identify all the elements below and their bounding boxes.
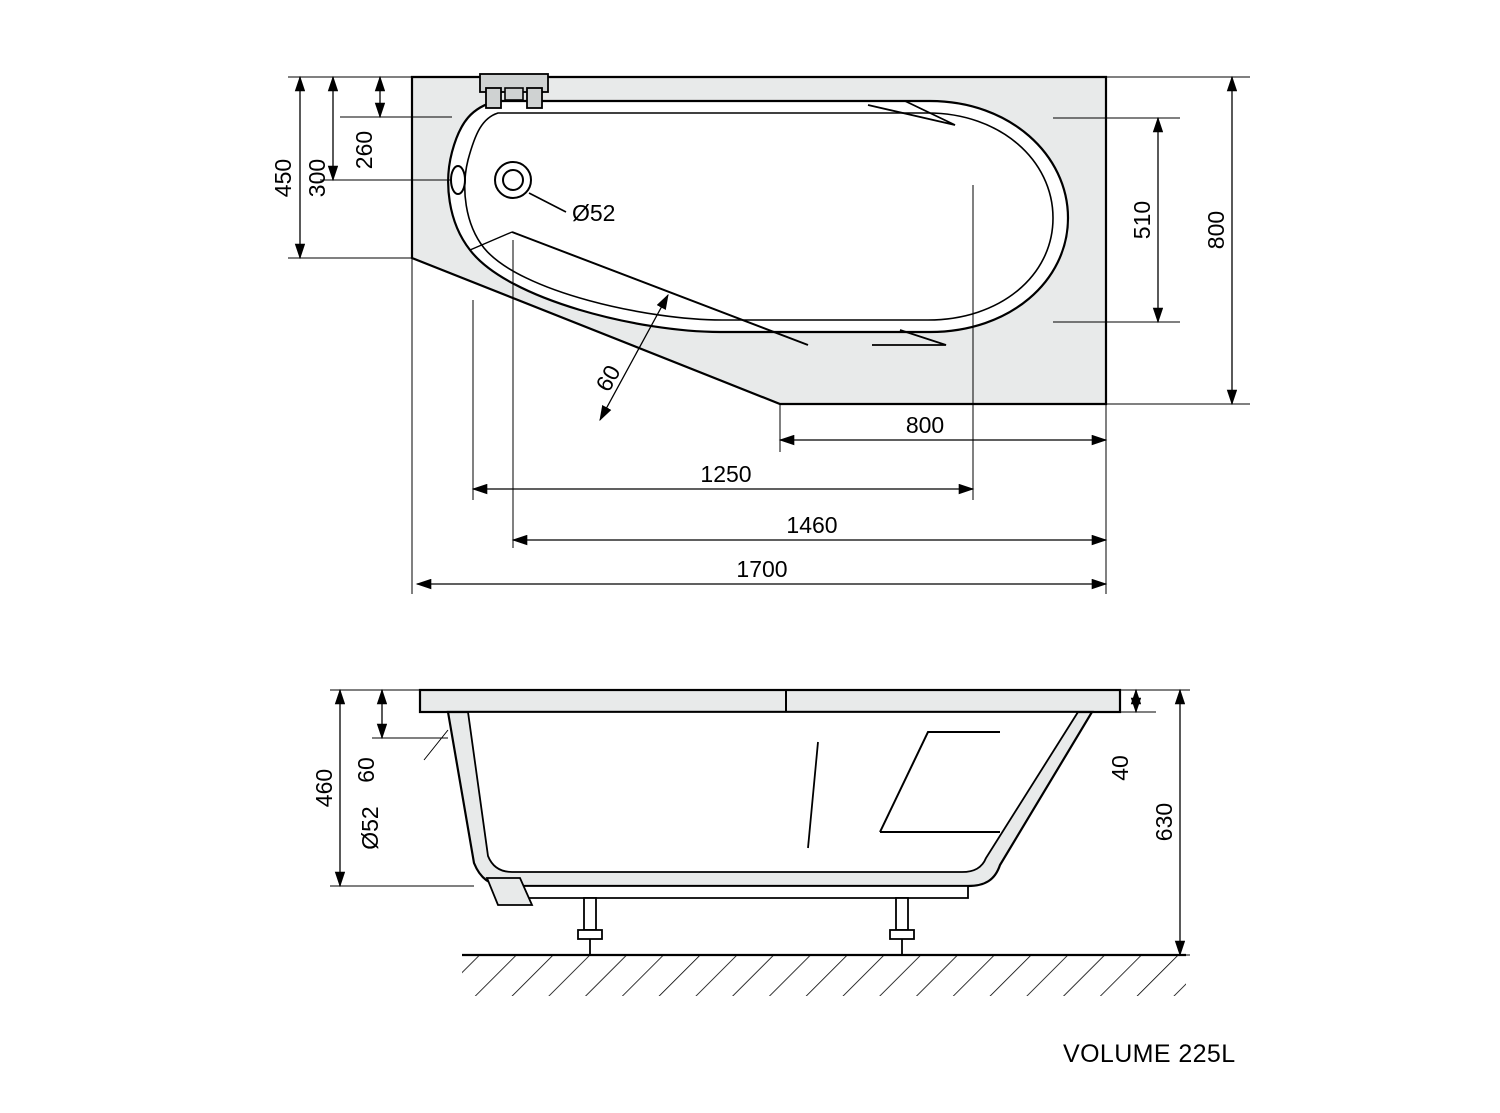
dim-1250-label: 1250 xyxy=(700,461,752,487)
dim-260-label: 260 xyxy=(351,130,377,170)
dim-460-label: 460 xyxy=(311,768,337,808)
dim-300-label: 300 xyxy=(304,158,330,198)
tub-rim-slab xyxy=(420,690,1120,712)
dim-d52-front-label: Ø52 xyxy=(357,806,383,850)
dim-630-label: 630 xyxy=(1151,802,1177,842)
tub-body-front-inner xyxy=(468,712,1078,872)
support-feet xyxy=(578,898,914,955)
dim-800-right-label: 800 xyxy=(1203,210,1229,250)
tub-inner-bowl xyxy=(448,101,1068,332)
dim-60-top-label: 60 xyxy=(590,360,626,396)
dim-1700-label: 1700 xyxy=(736,556,788,582)
tub-bottom-plate xyxy=(505,886,968,898)
dim-450-label: 450 xyxy=(270,158,296,198)
dim-40-label: 40 xyxy=(1107,755,1133,781)
dim-60-front-label: 60 xyxy=(353,757,379,783)
faucet-handle-right xyxy=(527,88,542,108)
dim-510-label: 510 xyxy=(1129,200,1155,240)
dim-800-bottom-label: 800 xyxy=(905,412,945,438)
front-view xyxy=(311,690,1190,996)
dim-1460-label: 1460 xyxy=(786,512,838,538)
dim-d52-top-label: Ø52 xyxy=(572,200,616,226)
faucet-spout xyxy=(505,88,523,100)
drain-inner-circle xyxy=(503,170,523,190)
volume-note: VOLUME 225L xyxy=(1063,1040,1236,1068)
floor-hatch xyxy=(462,956,1186,996)
overflow-ellipse xyxy=(451,166,465,194)
top-view xyxy=(270,74,1250,594)
faucet-handle-left xyxy=(486,88,501,108)
